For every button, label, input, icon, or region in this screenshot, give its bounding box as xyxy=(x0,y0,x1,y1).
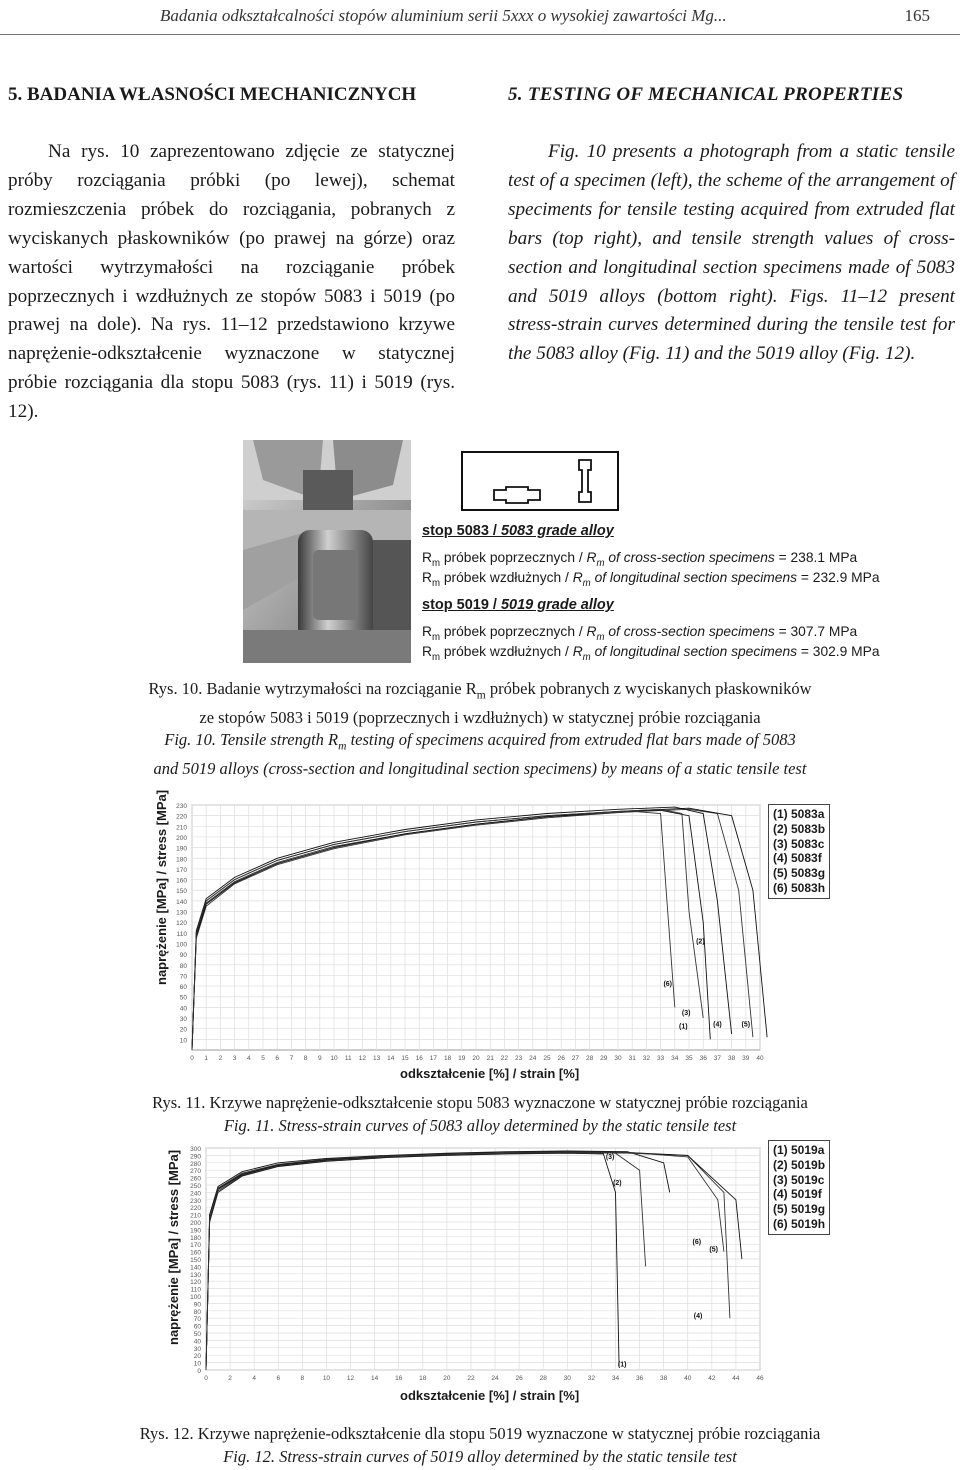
x-tick-label: 39 xyxy=(742,1055,750,1062)
y-tick-label: 180 xyxy=(190,1234,201,1242)
curve-annotation: (3) xyxy=(681,1009,691,1017)
y-tick-label: 60 xyxy=(179,984,187,992)
y-tick-label: 300 xyxy=(190,1146,201,1153)
y-tick-label: 60 xyxy=(193,1323,201,1331)
x-tick-label: 21 xyxy=(486,1055,494,1062)
x-tick-label: 33 xyxy=(656,1055,665,1062)
curve-annotation: (6) xyxy=(663,981,673,989)
chart1-legend-item: (2) 5083b xyxy=(773,821,826,836)
x-tick-label: 28 xyxy=(539,1375,547,1382)
fig10-caption-pl-line1: Rys. 10. Badanie wytrzymałości na rozciąganie $R_m$ próbek pobranych z wyciskanych płaskowników xyxy=(148,679,812,702)
body-paragraph-pl xyxy=(8,138,455,427)
rm-heading-5019: stop 5019 / 5019 grade alloy xyxy=(422,597,614,613)
chart1-ylabel: naprężenie [MPa] / stress [MPa] xyxy=(154,789,169,985)
rm-value-5019-cross: $R_m$ próbek poprzecznych / $R_m$ of cross-section specimens = 307.7 MPa xyxy=(422,624,858,643)
fig12-caption-pl: Rys. 12. Krzywe naprężenie-odkształcenie dla stopu 5019 wyznaczone w statycznej próbie rozciągania xyxy=(139,1424,821,1443)
x-tick-label: 30 xyxy=(563,1375,571,1382)
x-tick-label: 12 xyxy=(346,1375,355,1382)
y-tick-label: 210 xyxy=(176,824,187,832)
chart-5083-stress-strain xyxy=(150,789,950,1090)
fig10-caption-en-line2: and 5019 alloys (cross-section and longitudinal section specimens) by means of a static tensile test xyxy=(153,759,807,779)
x-tick-label: 10 xyxy=(322,1375,331,1382)
chart2-legend-item: (6) 5019h xyxy=(773,1216,826,1231)
x-tick-label: 2 xyxy=(228,1375,232,1382)
chart-5019-svg xyxy=(160,1140,950,1410)
rm-value-5083-cross: $R_m$ próbek poprzecznych / $R_m$ of cross-section specimens = 238.1 MPa xyxy=(422,550,858,569)
x-tick-label: 22 xyxy=(500,1055,509,1062)
x-tick-label: 2 xyxy=(218,1055,223,1062)
y-tick-label: 170 xyxy=(176,866,187,874)
x-tick-label: 18 xyxy=(419,1375,427,1382)
curve-annotation: (2) xyxy=(613,1180,622,1187)
page-number: 165 xyxy=(904,6,930,25)
y-tick-label: 90 xyxy=(179,952,187,960)
x-tick-label: 46 xyxy=(756,1375,764,1382)
x-tick-label: 24 xyxy=(491,1375,499,1382)
y-tick-label: 160 xyxy=(176,877,187,885)
y-tick-label: 210 xyxy=(190,1212,201,1220)
chart2-legend-item: (1) 5019a xyxy=(773,1143,825,1157)
chart1-legend xyxy=(768,804,830,899)
x-tick-label: 18 xyxy=(443,1055,452,1062)
x-tick-label: 30 xyxy=(614,1055,622,1062)
x-tick-label: 4 xyxy=(246,1055,251,1062)
paragraph-text-pl: Na rys. 10 zaprezentowano zdjęcie ze statycznej próby rozciągania próbki (po lewej), schemat rozmieszczenia próbek do rozciągania, pobranych z wyciskanych płaskowników (po prawej na górze) oraz wartości wytrzymałości na rozciąganie próbek poprzecznych i wzdłużnych ze stopów 5083 i 5019 (po prawej na dole). Na rys. 11–12 przedstawiono krzywe naprężenie-odkształcenie wyznaczone w statycznej próbie rozciągania dla stopu 5083 (rys. 11) i 5019 (rys. 12). xyxy=(8,141,455,423)
curve-annotation: (4) xyxy=(713,1021,722,1029)
y-tick-label: 200 xyxy=(190,1220,201,1227)
x-tick-label: 1 xyxy=(204,1055,209,1062)
chart2-legend-item: (4) 5019f xyxy=(773,1187,822,1202)
y-tick-label: 270 xyxy=(190,1168,201,1176)
x-tick-label: 37 xyxy=(713,1055,722,1062)
y-tick-label: 30 xyxy=(179,1016,187,1024)
x-tick-label: 36 xyxy=(635,1375,644,1382)
curve-annotation: (1) xyxy=(617,1361,627,1369)
rm-heading-5083: stop 5083 / 5083 grade alloy xyxy=(422,523,614,539)
y-tick-label: 240 xyxy=(190,1190,201,1198)
chart2-legend xyxy=(768,1140,830,1235)
x-tick-label: 4 xyxy=(252,1375,256,1382)
x-tick-label: 25 xyxy=(543,1055,551,1062)
x-tick-label: 38 xyxy=(727,1055,736,1062)
x-tick-label: 40 xyxy=(684,1375,692,1382)
chart2-legend-item: (5) 5019g xyxy=(773,1202,826,1217)
y-tick-label: 40 xyxy=(179,1005,187,1013)
y-tick-label: 110 xyxy=(190,1286,201,1294)
x-tick-label: 40 xyxy=(756,1055,764,1062)
x-tick-label: 8 xyxy=(300,1375,305,1382)
chart1-legend-item: (5) 5083g xyxy=(773,866,826,881)
x-tick-label: 44 xyxy=(732,1375,740,1382)
x-tick-label: 16 xyxy=(415,1055,423,1062)
running-title: Badania odkształcalności stopów aluminium serii 5xxx o wysokiej zawartości Mg... xyxy=(160,6,727,25)
fig12-caption-en: Fig. 12. Stress-strain curves of 5019 alloy determined by the static tensile test xyxy=(223,1446,737,1466)
running-header xyxy=(160,6,930,26)
paragraph-text-en: Fig. 10 presents a photograph from a static tensile test of a specimen (left), the scheme of the arrangement of speciments for tensile testing acquired from extruded flat bars (top right), and tensile strength values of cross-section and longitudinal section specimens made of 5083 and 5019 alloys (bottom right). Figs. 11–12 present stress-strain curves determined during the tensile test for the 5083 alloy (Fig. 11) and the 5019 alloy (Fig. 12). xyxy=(508,141,955,365)
x-tick-label: 8 xyxy=(303,1055,308,1062)
x-tick-label: 0 xyxy=(204,1375,208,1382)
x-tick-label: 12 xyxy=(358,1055,367,1062)
x-tick-label: 19 xyxy=(458,1055,466,1062)
x-tick-label: 3 xyxy=(232,1055,237,1062)
fig10-caption xyxy=(0,678,960,781)
y-tick-label: 120 xyxy=(176,920,187,928)
y-tick-label: 10 xyxy=(193,1360,201,1368)
curve-annotation: (6) xyxy=(692,1239,702,1247)
x-tick-label: 23 xyxy=(514,1055,523,1062)
y-tick-label: 80 xyxy=(179,962,187,970)
x-tick-label: 10 xyxy=(330,1055,338,1062)
y-tick-label: 10 xyxy=(179,1037,187,1045)
x-tick-label: 0 xyxy=(190,1055,194,1062)
specimen-arrangement-scheme xyxy=(460,450,620,512)
y-tick-label: 50 xyxy=(179,994,187,1002)
chart-5019-stress-strain xyxy=(160,1140,950,1410)
y-tick-label: 160 xyxy=(190,1249,201,1257)
y-tick-label: 150 xyxy=(190,1257,201,1264)
x-tick-label: 36 xyxy=(699,1055,707,1062)
y-tick-label: 150 xyxy=(176,888,187,896)
y-tick-label: 190 xyxy=(190,1227,201,1235)
y-tick-label: 280 xyxy=(190,1160,201,1168)
chart1-legend-item: (3) 5083c xyxy=(773,836,825,851)
y-tick-label: 200 xyxy=(176,834,187,842)
y-tick-label: 100 xyxy=(190,1294,201,1301)
y-tick-label: 30 xyxy=(193,1345,201,1353)
x-tick-label: 34 xyxy=(671,1055,679,1062)
y-tick-label: 290 xyxy=(190,1153,201,1161)
x-tick-label: 27 xyxy=(571,1055,580,1062)
y-tick-label: 220 xyxy=(176,813,187,821)
y-tick-label: 180 xyxy=(176,856,187,864)
y-tick-label: 20 xyxy=(179,1026,187,1034)
fig11-caption-en: Fig. 11. Stress-strain curves of 5083 alloy determined by the static tensile test xyxy=(223,1115,737,1135)
y-tick-label: 70 xyxy=(179,973,187,981)
chart2-legend-item: (3) 5019c xyxy=(773,1172,825,1187)
x-tick-label: 5 xyxy=(261,1055,265,1062)
chart2-legend-item: (2) 5019b xyxy=(773,1157,826,1172)
curve-annotation: (4) xyxy=(693,1313,703,1321)
chart1-legend-item: (1) 5083a xyxy=(773,807,825,821)
y-tick-label: 80 xyxy=(193,1308,201,1316)
y-tick-label: 0 xyxy=(197,1368,201,1375)
y-tick-label: 120 xyxy=(190,1279,201,1287)
rm-value-5019-long: $R_m$ próbek wzdłużnych / $R_m$ of longitudinal section specimens = 302.9 MPa xyxy=(422,644,880,663)
x-tick-label: 6 xyxy=(276,1375,281,1382)
fig10-caption-en-line1: Fig. 10. Tensile strength $R_m$ testing of specimens acquired from extruded flat bars made of 5083 xyxy=(164,730,796,753)
x-tick-label: 16 xyxy=(395,1375,403,1382)
y-tick-label: 100 xyxy=(176,941,187,949)
x-tick-label: 7 xyxy=(289,1055,294,1062)
x-tick-label: 9 xyxy=(317,1055,322,1062)
x-tick-label: 24 xyxy=(529,1055,537,1062)
x-tick-label: 29 xyxy=(600,1055,608,1062)
y-tick-label: 220 xyxy=(190,1205,201,1213)
x-tick-label: 14 xyxy=(387,1055,395,1062)
chart2-xlabel: odkształcenie [%] / strain [%] xyxy=(400,1388,580,1403)
x-tick-label: 20 xyxy=(472,1055,480,1062)
body-paragraph-en xyxy=(508,138,955,369)
y-tick-label: 70 xyxy=(193,1316,201,1324)
x-tick-label: 26 xyxy=(515,1375,523,1382)
header-rule xyxy=(0,34,960,35)
x-tick-label: 31 xyxy=(628,1055,636,1062)
curve-annotation: (5) xyxy=(741,1021,751,1029)
curve-annotation: (3) xyxy=(605,1154,615,1162)
y-tick-label: 130 xyxy=(190,1271,201,1279)
x-tick-label: 14 xyxy=(370,1375,379,1382)
x-tick-label: 13 xyxy=(372,1055,381,1062)
y-tick-label: 260 xyxy=(190,1175,201,1183)
fig11-caption-pl: Rys. 11. Krzywe naprężenie-odkształcenie stopu 5083 wyznaczone w statycznej próbie rozciągania xyxy=(152,1093,808,1112)
x-tick-label: 26 xyxy=(557,1055,565,1062)
y-tick-label: 110 xyxy=(176,930,187,938)
y-tick-label: 90 xyxy=(193,1301,201,1309)
curve-annotation: (1) xyxy=(679,1023,688,1031)
chart2-ylabel: naprężenie [MPa] / stress [MPa] xyxy=(166,1149,181,1345)
fig10-caption-pl-line2: ze stopów 5083 i 5019 (poprzecznych i wzdłużnych) w statycznej próbie rozciągania xyxy=(199,707,761,727)
section-title-en: 5. TESTING OF MECHANICAL PROPERTIES xyxy=(508,84,904,105)
curve-annotation: (2) xyxy=(696,938,705,946)
x-tick-label: 6 xyxy=(275,1055,280,1062)
x-tick-label: 38 xyxy=(660,1375,668,1382)
fig12-caption xyxy=(0,1423,960,1468)
rm-value-5083-long: $R_m$ próbek wzdłużnych / $R_m$ of longitudinal section specimens = 232.9 MPa xyxy=(422,570,880,589)
x-tick-label: 28 xyxy=(585,1055,594,1062)
x-tick-label: 32 xyxy=(642,1055,651,1062)
fig11-caption xyxy=(0,1092,960,1137)
y-tick-label: 250 xyxy=(190,1183,201,1190)
y-tick-label: 20 xyxy=(193,1353,201,1361)
x-tick-label: 15 xyxy=(401,1055,409,1062)
chart1-legend-item: (4) 5083f xyxy=(773,851,822,866)
chart1-legend-item: (6) 5083h xyxy=(773,880,826,895)
tensile-test-photo xyxy=(243,440,411,663)
x-tick-label: 11 xyxy=(344,1055,352,1062)
y-tick-label: 140 xyxy=(176,898,187,906)
y-tick-label: 170 xyxy=(190,1242,201,1250)
y-tick-label: 230 xyxy=(176,803,187,810)
y-tick-label: 130 xyxy=(176,909,187,917)
curve-annotation: (5) xyxy=(709,1246,718,1254)
y-tick-label: 40 xyxy=(193,1338,201,1346)
y-tick-label: 50 xyxy=(193,1331,201,1338)
y-tick-label: 230 xyxy=(190,1197,201,1205)
x-tick-label: 32 xyxy=(587,1375,596,1382)
x-tick-label: 42 xyxy=(708,1375,716,1382)
y-tick-label: 190 xyxy=(176,845,187,853)
x-tick-label: 17 xyxy=(429,1055,438,1062)
y-tick-label: 140 xyxy=(190,1264,201,1272)
x-tick-label: 34 xyxy=(611,1375,620,1382)
section-title-pl: 5. BADANIA WŁASNOŚCI MECHANICZNYCH xyxy=(8,84,417,105)
x-tick-label: 22 xyxy=(467,1375,475,1382)
x-tick-label: 20 xyxy=(443,1375,451,1382)
x-tick-label: 35 xyxy=(685,1055,693,1062)
chart1-xlabel: odkształcenie [%] / strain [%] xyxy=(400,1066,580,1081)
